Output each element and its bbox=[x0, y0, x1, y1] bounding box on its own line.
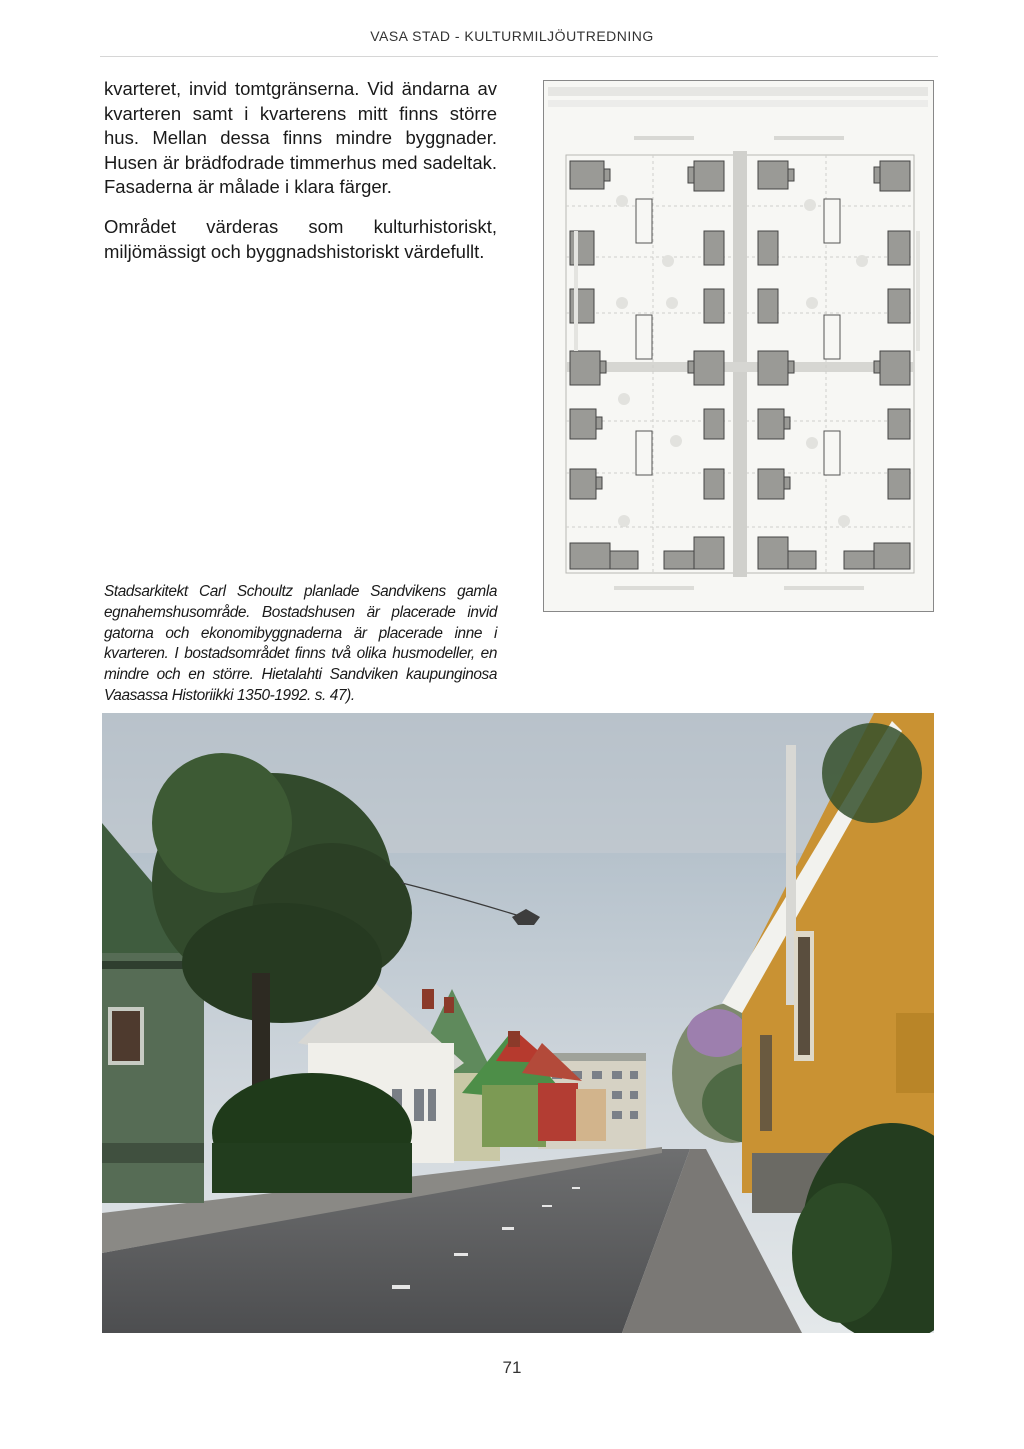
page-number: 71 bbox=[502, 1358, 522, 1377]
body-paragraph-1: kvarteret, invid tomtgränserna. Vid ändarna av kvarteren samt i kvarterens mitt finns större hus. Mellan dessa finns mindre byggnader. Husen är brädfodrade timmerhus med sadeltak. Fasaderna är målade i klara färger. bbox=[104, 78, 497, 197]
street-photo-illustration bbox=[102, 713, 934, 1333]
street-photograph bbox=[102, 713, 934, 1333]
body-paragraph-2: Området värderas som kulturhistoriskt, miljömässigt och byggnadshistoriskt värdefullt. bbox=[104, 216, 497, 262]
header-rule bbox=[100, 56, 938, 57]
figure-caption: Stadsarkitekt Carl Schoultz planlade Sandvikens gamla egnahemshusområde. Bostadshusen är placerade invid gatorna och ekonomibyggnaderna är placerade inne i kvarteren. I bostadsområdet finns två olika husmodeller, en mindre och en större. Hietalahti Sandviken kaupunginosa Vaasassa Historiikki 1350-1992. s. 47). bbox=[104, 583, 497, 704]
site-plan-figure bbox=[543, 80, 934, 612]
running-header: VASA STAD - KULTURMILJÖUTREDNING bbox=[370, 28, 654, 44]
site-plan-drawing bbox=[544, 81, 933, 611]
